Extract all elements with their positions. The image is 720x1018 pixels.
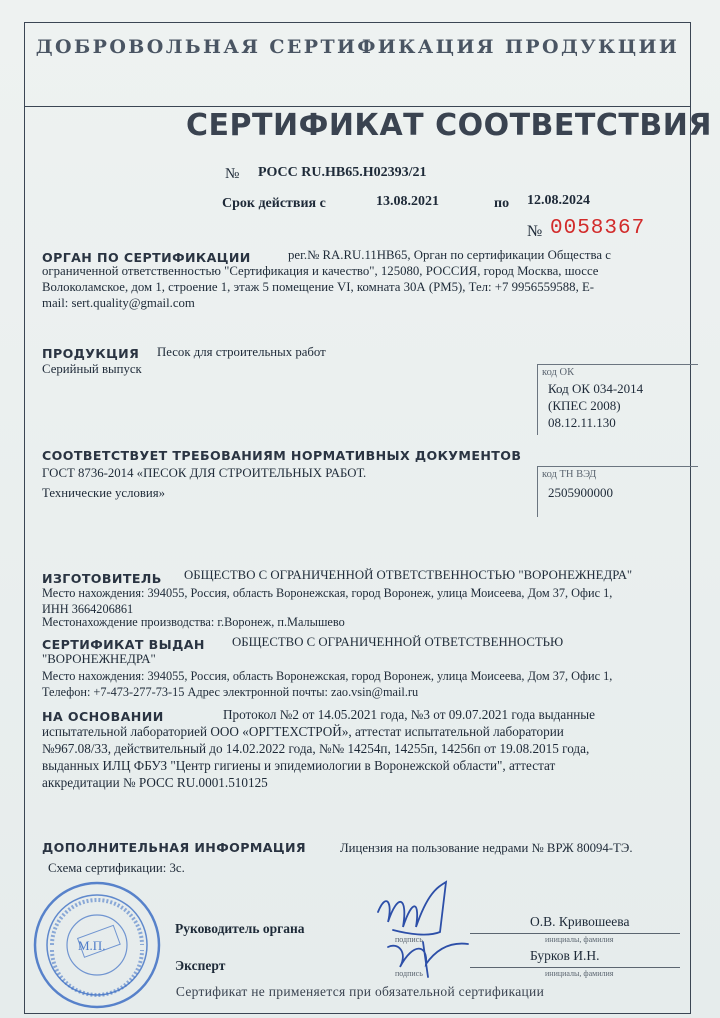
head-name: О.В. Кривошеева <box>530 914 630 929</box>
manufacturer-address: Место нахождения: 394055, Россия, область Воронежская, город Воронеж, улица Моисеева, Дом 37, Офис 1, <box>42 586 613 600</box>
blank-number: 0058367 <box>550 217 646 240</box>
manufacturer-name: ОБЩЕСТВО С ОГРАНИЧЕННОЙ ОТВЕТСТВЕННОСТЬЮ "ВОРОНЕЖНЕДРА" <box>184 568 633 582</box>
tnved-code: 2505900000 <box>548 485 613 500</box>
basis-line-4: выданных ИЛЦ ФБУЗ "Центр гигиены и эпидемиологии в Воронежской области", аттестат <box>42 758 556 773</box>
additional-heading: ДОПОЛНИТЕЛЬНАЯ ИНФОРМАЦИЯ <box>42 840 307 855</box>
program-title: ДОБРОВОЛЬНАЯ СЕРТИФИКАЦИЯ ПРОДУКЦИИ <box>35 36 680 58</box>
manufacturer-heading: ИЗГОТОВИТЕЛЬ <box>42 571 162 586</box>
product-name: Песок для строительных работ <box>157 345 326 359</box>
expert-sig-caption: подпись <box>395 969 423 978</box>
organ-line-3: Волоколамское, дом 1, строение 1, этаж 5 помещение VI, комната 30А (РМ5), Тел: +7 9956559588, E- <box>42 280 595 294</box>
expert-signature-line <box>470 967 680 968</box>
organ-heading: ОРГАН ПО СЕРТИФИКАЦИИ <box>42 250 251 265</box>
stamp-mp-text: М.П. <box>78 938 106 953</box>
issued-name-1: ОБЩЕСТВО С ОГРАНИЧЕННОЙ ОТВЕТСТВЕННОСТЬЮ <box>232 635 564 649</box>
basis-heading: НА ОСНОВАНИИ <box>42 709 164 724</box>
head-sig-caption: подпись <box>395 935 423 944</box>
product-heading: ПРОДУКЦИЯ <box>42 346 140 361</box>
certification-scheme: Схема сертификации: 3с. <box>48 861 185 875</box>
validity-to-label: по <box>494 196 510 211</box>
expert-name: Бурков И.Н. <box>530 948 600 963</box>
basis-line-1: Протокол №2 от 14.05.2021 года, №3 от 09.07.2021 года выданные <box>223 707 596 722</box>
header-divider <box>24 106 691 107</box>
validity-label: Срок действия с <box>222 196 326 211</box>
issued-address: Место нахождения: 394055, Россия, область Воронежская, город Воронеж, улица Моисеева, Дом 37, Офис 1, <box>42 669 613 683</box>
ok-code-line-1: Код ОК 034-2014 <box>548 381 644 396</box>
expert-name-caption: инициалы, фамилия <box>545 969 614 978</box>
handwritten-signatures <box>368 872 488 982</box>
issued-contacts: Телефон: +7-473-277-73-15 Адрес электронной почты: zao.vsin@mail.ru <box>42 685 419 699</box>
basis-line-5: аккредитации № РОСС RU.0001.510125 <box>42 775 268 790</box>
product-serial: Серийный выпуск <box>42 362 142 376</box>
ok-code-line-3: 08.12.11.130 <box>548 415 616 430</box>
tnved-code-box <box>537 466 698 517</box>
production-place: Местонахождение производства: г.Воронеж, п.Малышево <box>42 615 345 629</box>
head-signature-line <box>470 933 680 934</box>
basis-line-2: испытательной лабораторией ООО «ОРГТЕХСТРОЙ», аттестат испытательной лаборатории <box>42 724 564 739</box>
issued-name-2: "ВОРОНЕЖНЕДРА" <box>42 652 156 666</box>
validity-from: 13.08.2021 <box>376 194 439 209</box>
expert-label: Эксперт <box>175 958 226 973</box>
compliance-heading: СООТВЕТСТВУЕТ ТРЕБОВАНИЯМ НОРМАТИВНЫХ ДОКУМЕНТОВ <box>42 448 522 463</box>
compliance-line-2: Технические условия» <box>42 486 166 500</box>
head-name-caption: инициалы, фамилия <box>545 935 614 944</box>
head-label: Руководитель органа <box>175 921 305 936</box>
cert-number-label: № <box>225 166 240 182</box>
ok-code-label: код ОК <box>542 367 575 378</box>
validity-to: 12.08.2024 <box>527 193 590 208</box>
compliance-line-1: ГОСТ 8736-2014 «ПЕСОК ДЛЯ СТРОИТЕЛЬНЫХ РАБОТ. <box>42 466 367 480</box>
tnved-code-label: код ТН ВЭД <box>542 469 597 480</box>
basis-line-3: №967.08/33, действительный до 14.02.2022 года, №№ 14254п, 14255п, 14256п от 19.08.2015 года, <box>42 741 590 756</box>
issued-heading: СЕРТИФИКАТ ВЫДАН <box>42 637 205 652</box>
footer-note: Сертификат не применяется при обязательной сертификации <box>175 984 545 999</box>
certificate-title: СЕРТИФИКАТ СООТВЕТСТВИЯ <box>186 108 712 143</box>
cert-number: РОСС RU.HB65.H02393/21 <box>258 165 427 180</box>
ok-code-line-2: (КПЕС 2008) <box>548 398 621 413</box>
organ-line-2: ограниченной ответственностью "Сертификация и качество", 125080, РОССИЯ, город Москва, шоссе <box>42 264 599 278</box>
blank-number-label: № <box>527 223 543 240</box>
ok-code-box <box>537 364 698 435</box>
license-info: Лицензия на пользование недрами № ВРЖ 80094-ТЭ. <box>340 841 633 855</box>
manufacturer-inn: ИНН 3664206861 <box>42 602 134 616</box>
organ-line-1: рег.№ RA.RU.11HB65, Орган по сертификации Общества с <box>288 248 611 262</box>
organ-line-4: mail: sert.quality@gmail.com <box>42 296 195 310</box>
